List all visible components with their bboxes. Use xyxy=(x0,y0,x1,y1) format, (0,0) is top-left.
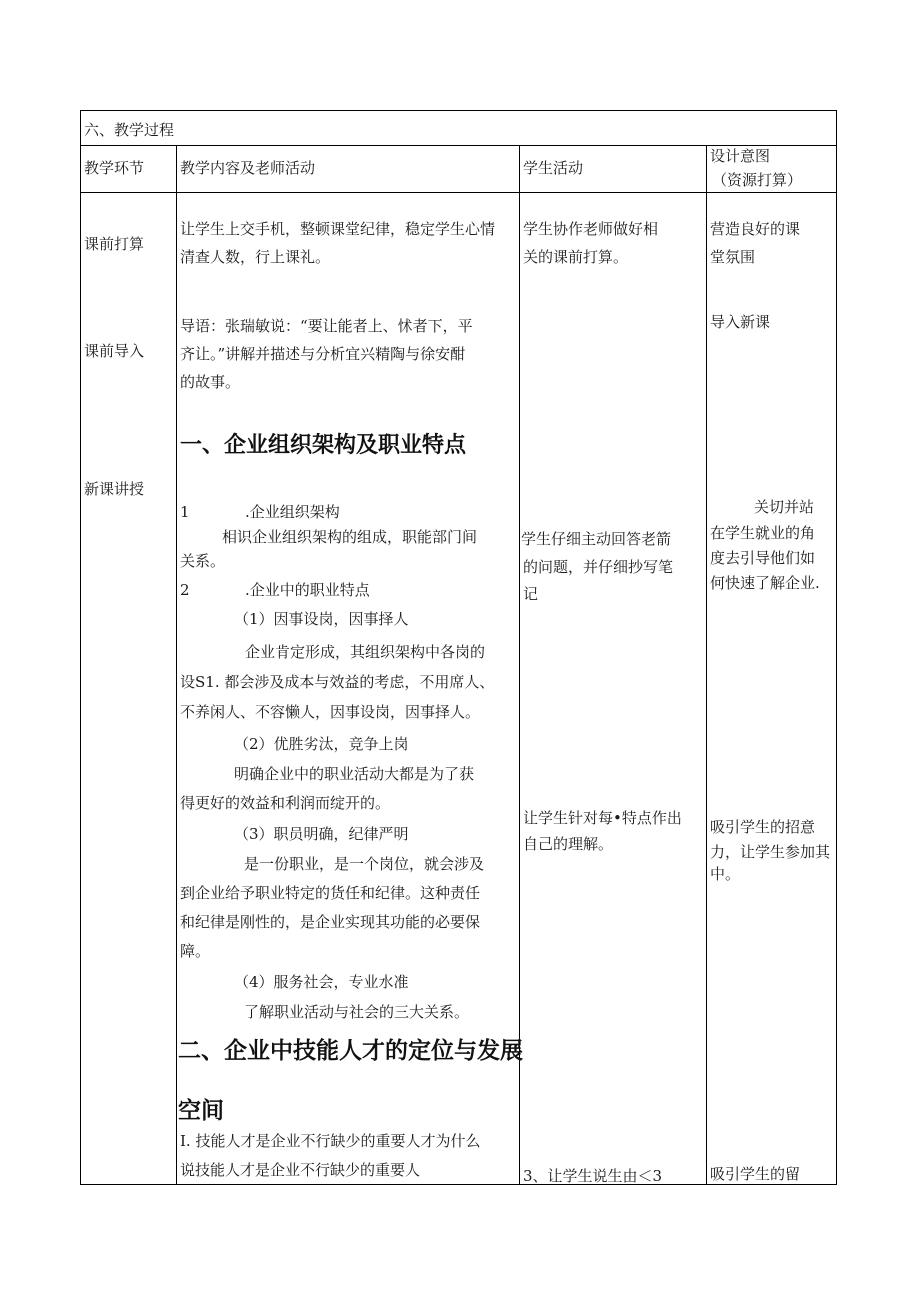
subsection-title: （3）职员明确，纪律严明 xyxy=(234,825,409,843)
design-line: 在学生就业的角 xyxy=(710,524,816,542)
design-line: 力，让学生参加其 xyxy=(710,843,831,861)
subsection-title: （1）因事设岗，因事择人 xyxy=(234,610,409,628)
item-number: 1 xyxy=(180,503,190,521)
section-heading: 二、企业中技能人才的定位与发展 xyxy=(178,1038,523,1064)
content-line: 得更好的效益和利润而绽开的。 xyxy=(180,794,391,812)
design-line: 营造良好的课 xyxy=(710,220,801,238)
student-line: 记 xyxy=(523,585,539,603)
content-line: I. 技能人才是企业不行缺少的重要人才为什么 xyxy=(180,1132,481,1150)
section-title: 六、教学过程 xyxy=(84,121,175,139)
content-line: 企业肯定形成，其组织架构中各岗的 xyxy=(245,643,486,661)
item-title: .企业中的职业特点 xyxy=(245,581,370,599)
content-line: 清查人数，行上课礼。 xyxy=(180,248,331,266)
stage-label: 课前导入 xyxy=(84,342,145,360)
design-line: 吸引学生的招意 xyxy=(710,818,816,836)
item-title: .企业组织架构 xyxy=(245,503,340,521)
subsection-title: （2）优胜劣汰，竞争上岗 xyxy=(234,735,409,753)
content-line: 相识企业组织架构的组成，职能部门间 xyxy=(222,528,478,546)
content-line: 齐让。”讲解并描述与分析宜兴精陶与徐安酣 xyxy=(180,345,466,363)
design-line: 关切并站 xyxy=(754,498,815,516)
item-number: 2 xyxy=(180,581,190,599)
header-student: 学生活动 xyxy=(523,159,584,177)
student-line: 关的课前打算。 xyxy=(523,248,629,266)
section-heading-continued: 空间 xyxy=(178,1098,224,1124)
student-line: 自己的理解。 xyxy=(523,835,614,853)
design-line: 何快速了解企业. xyxy=(710,574,820,592)
content-line: 和纪律是刚性的，是企业实现其功能的必要保 xyxy=(180,913,481,931)
section-heading: 一、企业组织架构及职业特点 xyxy=(180,433,467,458)
content-line: 导语：张瑞敏说：“要让能者上、怵者下，平 xyxy=(180,317,473,335)
content-line: 的故事。 xyxy=(180,373,241,391)
column-divider xyxy=(176,145,177,1185)
content-line: 设S1. 都会涉及成本与效益的考虑，不用席人、 xyxy=(180,673,495,691)
stage-label: 课前打算 xyxy=(84,235,145,253)
header-content: 教学内容及老师活动 xyxy=(180,159,316,177)
column-divider xyxy=(519,145,520,1185)
header-design-line1: 设计意图 xyxy=(710,147,771,165)
stage-label: 新课讲授 xyxy=(84,480,145,498)
content-line: 关系。 xyxy=(180,552,226,570)
student-line: 学生协作老师做好相 xyxy=(523,220,659,238)
content-line: 说技能人才是企业不行缺少的重要人 xyxy=(180,1161,421,1179)
design-line: 吸引学生的留 xyxy=(710,1165,801,1183)
content-line: 明确企业中的职业活动大都是为了获 xyxy=(234,765,475,783)
content-line: 障。 xyxy=(180,942,211,960)
header-design-line2: （资源打算） xyxy=(712,171,803,189)
student-line: 3、让学生说生由＜3 xyxy=(523,1167,663,1185)
column-divider xyxy=(706,145,707,1185)
student-line: 的问题，并仔细抄写笔 xyxy=(523,558,674,576)
student-line: 学生仔细主动回答老箭 xyxy=(521,530,672,548)
design-line: 堂氛围 xyxy=(710,248,756,266)
student-line: 让学生针对每•特点作出 xyxy=(523,809,682,827)
content-line: 了解职业活动与社会的三大关系。 xyxy=(244,1003,470,1021)
header-stage: 教学环节 xyxy=(84,159,145,177)
content-line: 是一份职业，是一个岗位，就会涉及 xyxy=(244,855,485,873)
design-line: 中。 xyxy=(710,865,741,883)
design-line: 导入新课 xyxy=(710,313,771,331)
design-line: 度去引导他们如 xyxy=(710,549,816,567)
content-line: 让学生上交手机，整顿课堂纪律，稳定学生心情 xyxy=(180,220,496,238)
subsection-title: （4）服务社会，专业水准 xyxy=(234,973,409,991)
content-line: 不养闲人、不容懒人，因事设岗，因事择人。 xyxy=(180,703,481,721)
content-line: 到企业给予职业特定的货任和纪律。这种责任 xyxy=(180,884,481,902)
